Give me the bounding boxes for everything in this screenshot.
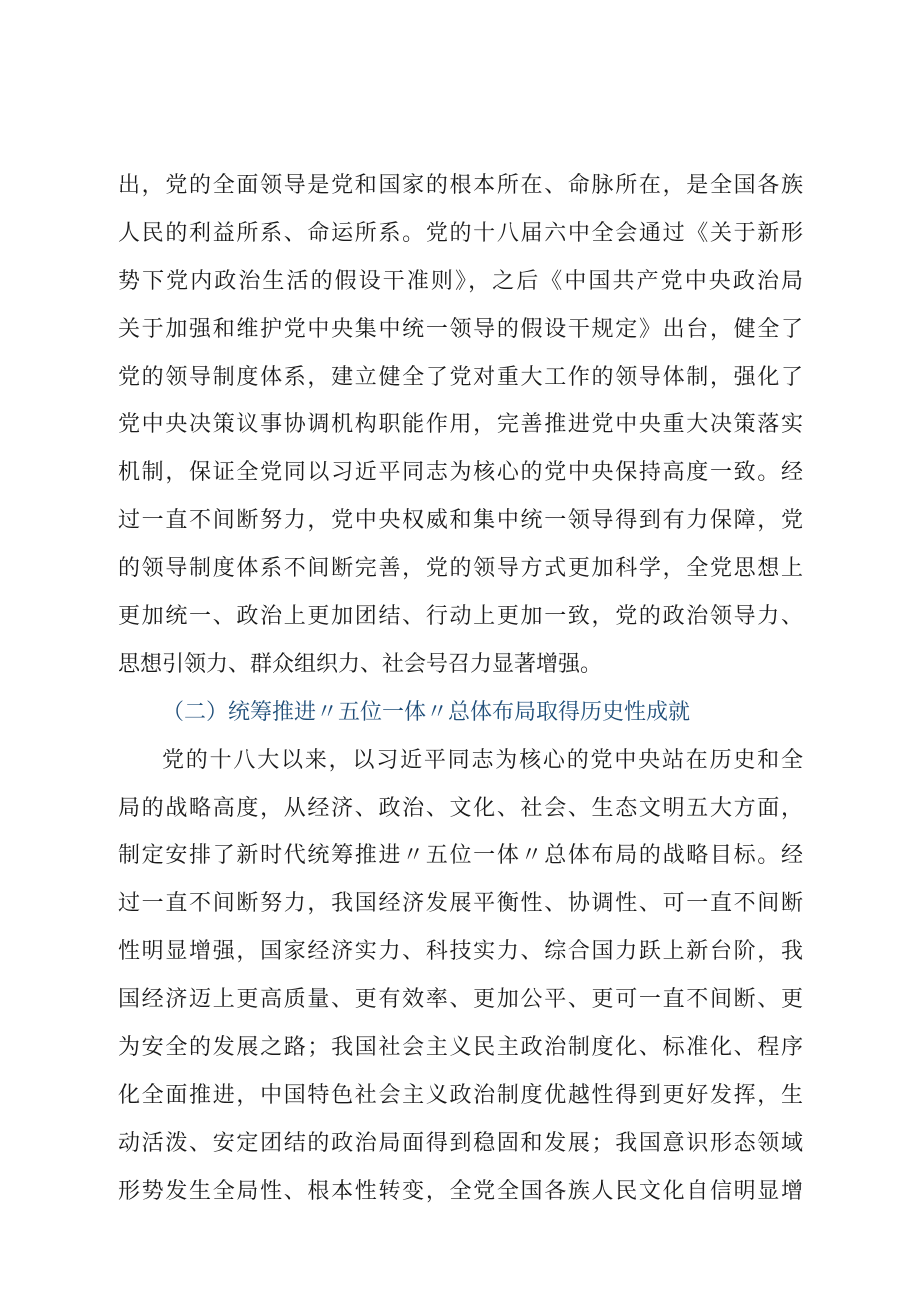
paragraph-line: 过一直不间断努力，我国经济发展平衡性、协调性、可一直不间断 [118,891,803,917]
paragraph-line: 思想引领力、群众组织力、社会号召力显著增强。 [118,651,603,677]
paragraph-line: 更加统一、政治上更加团结、行动上更加一致，党的政治领导力、 [118,604,803,630]
paragraph-line: 过一直不间断努力，党中央权威和集中统一领导得到有力保障，党 [118,508,803,534]
paragraph-line: 动活泼、安定团结的政治局面得到稳固和发展；我国意识形态领域 [118,1130,803,1156]
paragraph-1 [118,162,803,689]
paragraph-line: 制定安排了新时代统筹推进〃五位一体〃总体布局的战略目标。经 [118,843,803,869]
paragraph-line: 性明显增强，国家经济实力、科技实力、综合国力跃上新台阶，我 [118,939,803,965]
paragraph-line: 党的领导制度体系，建立健全了党对重大工作的领导体制，强化了 [118,364,803,390]
paragraph-line: 国经济迈上更高质量、更有效率、更加公平、更可一直不间断、更 [118,987,803,1013]
paragraph-line: 势下党内政治生活的假设干准则》，之后《中国共产党中央政治局 [118,268,803,294]
paragraph-line: 局的战略高度，从经济、政治、文化、社会、生态文明五大方面， [118,795,803,821]
paragraph-line: 形势发生全局性、根本性转变，全党全国各族人民文化自信明显增 [118,1178,803,1204]
paragraph-line: 的领导制度体系不间断完善，党的领导方式更加科学，全党思想上 [118,556,803,582]
paragraph-2 [118,737,803,1216]
section-heading: （二）统筹推进〃五位一体〃总体布局取得历史性成就 [162,699,691,725]
paragraph-line: 人民的利益所系、命运所系。党的十八届六中全会通过《关于新形 [118,220,803,246]
paragraph-line: 出，党的全面领导是党和国家的根本所在、命脉所在，是全国各族 [118,173,803,198]
paragraph-line: 为安全的发展之路；我国社会主义民主政治制度化、标准化、程序 [118,1035,803,1061]
paragraph-line: 化全面推进，中国特色社会主义政治制度优越性得到更好发挥，生 [118,1082,803,1108]
document-body [118,162,803,1216]
paragraph-line: 机制，保证全党同以习近平同志为核心的党中央保持高度一致。经 [118,460,803,486]
paragraph-line: 党的十八大以来，以习近平同志为核心的党中央站在历史和全 [162,747,803,773]
paragraph-line: 关于加强和维护党中央集中统一领导的假设干规定》出台，健全了 [118,316,803,342]
paragraph-line: 党中央决策议事协调机构职能作用，完善推进党中央重大决策落实 [118,412,803,438]
